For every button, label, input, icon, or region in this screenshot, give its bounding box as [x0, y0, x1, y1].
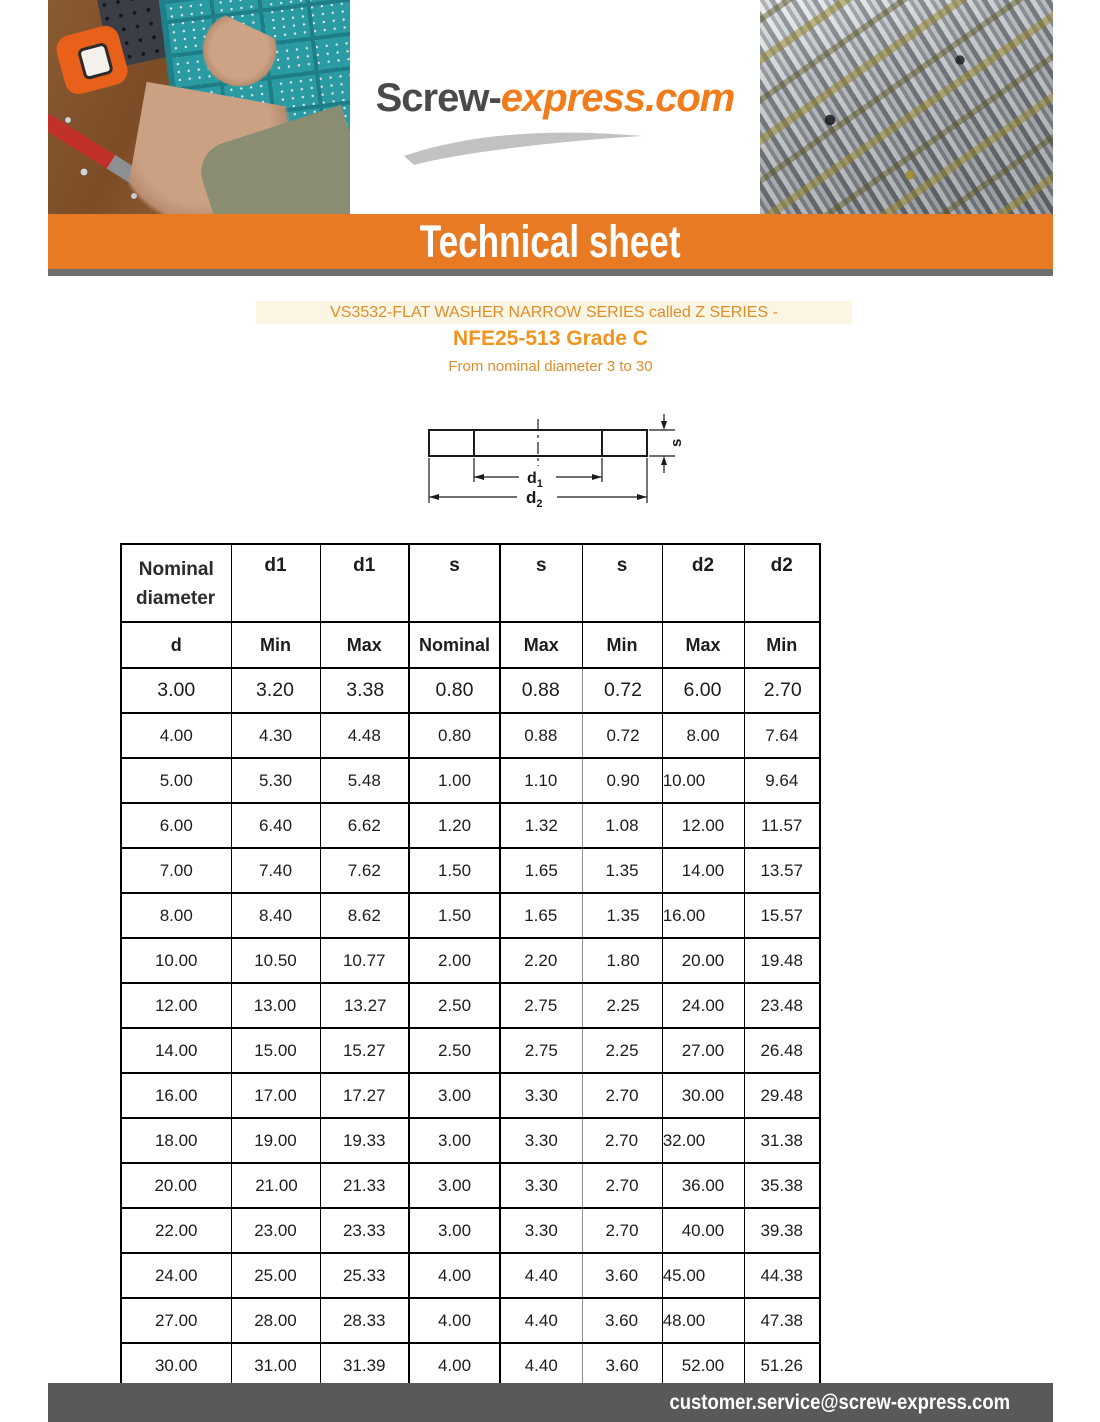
- table-cell: 15.57: [744, 893, 820, 938]
- table-cell: 2.25: [582, 983, 662, 1028]
- table-cell: 2.70: [744, 668, 820, 713]
- table-cell: 5.00: [121, 758, 231, 803]
- table-row: [121, 1253, 820, 1298]
- table-row: [121, 893, 820, 938]
- table-cell: 7.64: [744, 713, 820, 758]
- table-cell: 22.00: [121, 1208, 231, 1253]
- table-cell: 2.75: [500, 983, 582, 1028]
- table-row: [121, 1118, 820, 1163]
- table-cell: 7.40: [231, 848, 320, 893]
- table-cell: 44.38: [744, 1253, 820, 1298]
- column-subheader: Max: [500, 622, 582, 668]
- table-cell: 1.65: [500, 848, 582, 893]
- table-cell: 0.80: [409, 668, 500, 713]
- column-subheader: d: [121, 622, 231, 668]
- column-header: s: [500, 544, 582, 622]
- column-subheader: Max: [320, 622, 409, 668]
- table-cell: 2.70: [582, 1073, 662, 1118]
- dimensions-table: [120, 543, 821, 1389]
- table-cell: 31.38: [744, 1118, 820, 1163]
- logo-swoosh-icon: [398, 126, 648, 166]
- table-cell: 16.00: [662, 893, 744, 938]
- table-cell: 1.20: [409, 803, 500, 848]
- table-cell: 3.20: [231, 668, 320, 713]
- table-cell: 20.00: [662, 938, 744, 983]
- table-cell: 13.57: [744, 848, 820, 893]
- table-cell: 2.70: [582, 1163, 662, 1208]
- table-cell: 2.00: [409, 938, 500, 983]
- table-cell: 2.20: [500, 938, 582, 983]
- table-cell: 15.00: [231, 1028, 320, 1073]
- table-cell: 5.48: [320, 758, 409, 803]
- washer-hatch-left: [429, 430, 474, 456]
- table-cell: 0.88: [500, 668, 582, 713]
- table-row: [121, 1163, 820, 1208]
- dim-s-label: s: [668, 438, 685, 447]
- table-cell: 14.00: [662, 848, 744, 893]
- table-cell: 40.00: [662, 1208, 744, 1253]
- table-cell: 10.50: [231, 938, 320, 983]
- table-cell: 5.30: [231, 758, 320, 803]
- washer-cross-section-diagram: [424, 414, 694, 520]
- table-cell: 1.00: [409, 758, 500, 803]
- column-subheader: Min: [231, 622, 320, 668]
- table-cell: 3.38: [320, 668, 409, 713]
- table-cell: 23.33: [320, 1208, 409, 1253]
- table-cell: 3.30: [500, 1208, 582, 1253]
- table-cell: 25.00: [231, 1253, 320, 1298]
- table-cell: 10.00: [121, 938, 231, 983]
- table-row: [121, 938, 820, 983]
- table-cell: 0.72: [582, 713, 662, 758]
- table-cell: 23.00: [231, 1208, 320, 1253]
- table-cell: 36.00: [662, 1163, 744, 1208]
- table-cell: 16.00: [121, 1073, 231, 1118]
- norm-grade-title: NFE25-513 Grade C: [453, 327, 648, 350]
- table-row: [121, 758, 820, 803]
- table-cell: 19.48: [744, 938, 820, 983]
- table-cell: 13.27: [320, 983, 409, 1028]
- column-header: s: [409, 544, 500, 622]
- table-cell: 19.33: [320, 1118, 409, 1163]
- table-cell: 4.00: [121, 713, 231, 758]
- column-subheader: Max: [662, 622, 744, 668]
- dim-d1-label: $d_1$: [527, 470, 543, 490]
- table-cell: 47.38: [744, 1298, 820, 1343]
- table-row: [121, 668, 820, 713]
- table-cell: 12.00: [662, 803, 744, 848]
- table-cell: 27.00: [662, 1028, 744, 1073]
- table-cell: 29.48: [744, 1073, 820, 1118]
- customer-service-email: customer.service@screw-express.com: [669, 1391, 1010, 1414]
- column-header: d2: [744, 544, 820, 622]
- table-cell: 4.00: [409, 1343, 500, 1388]
- table-cell: 21.00: [231, 1163, 320, 1208]
- table-row: [121, 1298, 820, 1343]
- screws-pile-photo: [760, 0, 1053, 214]
- table-row: [121, 1208, 820, 1253]
- table-cell: 27.00: [121, 1298, 231, 1343]
- tape-measure-window: [77, 42, 114, 81]
- table-cell: 4.00: [409, 1298, 500, 1343]
- table-cell: 4.30: [231, 713, 320, 758]
- series-title-highlight: [256, 301, 852, 324]
- table-cell: 10.00: [662, 758, 744, 803]
- table-cell: 9.64: [744, 758, 820, 803]
- column-header: d1: [231, 544, 320, 622]
- table-cell: 48.00: [662, 1298, 744, 1343]
- table-cell: 45.00: [662, 1253, 744, 1298]
- table-cell: 4.40: [500, 1343, 582, 1388]
- table-subheader-row: [121, 622, 820, 668]
- table-cell: 6.40: [231, 803, 320, 848]
- logo-text-screw: Screw-: [375, 76, 501, 120]
- washer-hatch-right: [602, 430, 647, 456]
- table-cell: 3.60: [582, 1343, 662, 1388]
- table-cell: 2.25: [582, 1028, 662, 1073]
- dim-d2-label: $d_2$: [526, 488, 543, 510]
- banner-underline: [48, 269, 1053, 276]
- table-cell: 0.80: [409, 713, 500, 758]
- logo-wordmark: [350, 76, 760, 121]
- column-header: s: [582, 544, 662, 622]
- table-cell: 31.00: [231, 1343, 320, 1388]
- column-subheader: Min: [582, 622, 662, 668]
- table-cell: 3.60: [582, 1253, 662, 1298]
- table-cell: 3.00: [409, 1118, 500, 1163]
- diameter-range-subtitle: From nominal diameter 3 to 30: [448, 358, 653, 375]
- table-cell: 35.38: [744, 1163, 820, 1208]
- table-cell: 18.00: [121, 1118, 231, 1163]
- footer-bar: [48, 1383, 1053, 1422]
- header: [48, 0, 1053, 214]
- column-subheader: Min: [744, 622, 820, 668]
- table-cell: 15.27: [320, 1028, 409, 1073]
- table-cell: 2.50: [409, 1028, 500, 1073]
- table-cell: 7.00: [121, 848, 231, 893]
- table-cell: 11.57: [744, 803, 820, 848]
- table-cell: 3.00: [409, 1073, 500, 1118]
- table-cell: 30.00: [662, 1073, 744, 1118]
- table-cell: 25.33: [320, 1253, 409, 1298]
- table-row: [121, 1343, 820, 1388]
- table-cell: 7.62: [320, 848, 409, 893]
- table-cell: 1.50: [409, 848, 500, 893]
- table-cell: 17.27: [320, 1073, 409, 1118]
- table-cell: 0.90: [582, 758, 662, 803]
- table-cell: 17.00: [231, 1073, 320, 1118]
- column-header: d1: [320, 544, 409, 622]
- table-cell: 51.26: [744, 1343, 820, 1388]
- table-cell: 3.30: [500, 1118, 582, 1163]
- table-cell: 19.00: [231, 1118, 320, 1163]
- table-cell: 6.00: [662, 668, 744, 713]
- table-cell: 20.00: [121, 1163, 231, 1208]
- table-row: [121, 1028, 820, 1073]
- table-row: [121, 983, 820, 1028]
- table-cell: 2.70: [582, 1118, 662, 1163]
- table-cell: 3.60: [582, 1298, 662, 1343]
- nominal-diameter-header: Nominal diameter: [121, 544, 231, 622]
- table-cell: 3.00: [409, 1208, 500, 1253]
- table-cell: 3.00: [121, 668, 231, 713]
- table-cell: 1.10: [500, 758, 582, 803]
- table-cell: 10.77: [320, 938, 409, 983]
- table-cell: 3.30: [500, 1073, 582, 1118]
- table-header-row: [121, 544, 820, 622]
- table-cell: 39.38: [744, 1208, 820, 1253]
- table-cell: 8.00: [121, 893, 231, 938]
- table-cell: 24.00: [662, 983, 744, 1028]
- table-cell: 52.00: [662, 1343, 744, 1388]
- table-cell: 31.39: [320, 1343, 409, 1388]
- table-cell: 32.00: [662, 1118, 744, 1163]
- table-row: [121, 803, 820, 848]
- table-cell: 0.72: [582, 668, 662, 713]
- table-cell: 1.32: [500, 803, 582, 848]
- series-title: VS3532-FLAT WASHER NARROW SERIES called Z SERIES -: [330, 304, 778, 321]
- logo: [350, 0, 760, 214]
- table-cell: 4.00: [409, 1253, 500, 1298]
- table-cell: 6.62: [320, 803, 409, 848]
- table-cell: 4.40: [500, 1253, 582, 1298]
- table-cell: 4.48: [320, 713, 409, 758]
- table-cell: 1.08: [582, 803, 662, 848]
- table-cell: 2.75: [500, 1028, 582, 1073]
- table-cell: 21.33: [320, 1163, 409, 1208]
- table-body: [121, 668, 820, 1388]
- table-cell: 8.00: [662, 713, 744, 758]
- banner-title: Technical sheet: [420, 216, 681, 267]
- table-cell: 28.33: [320, 1298, 409, 1343]
- column-header: d2: [662, 544, 744, 622]
- table-cell: 30.00: [121, 1343, 231, 1388]
- hardware-workbench-photo: [48, 0, 350, 214]
- table-row: [121, 713, 820, 758]
- table-cell: 1.35: [582, 893, 662, 938]
- table-cell: 1.80: [582, 938, 662, 983]
- table-row: [121, 848, 820, 893]
- table-cell: 0.88: [500, 713, 582, 758]
- table-cell: 1.65: [500, 893, 582, 938]
- table-row: [121, 1073, 820, 1118]
- table-cell: 4.40: [500, 1298, 582, 1343]
- table-cell: 3.30: [500, 1163, 582, 1208]
- technical-sheet-banner: [48, 214, 1053, 269]
- table-cell: 28.00: [231, 1298, 320, 1343]
- table-cell: 6.00: [121, 803, 231, 848]
- table-cell: 26.48: [744, 1028, 820, 1073]
- column-subheader: Nominal: [409, 622, 500, 668]
- table-cell: 3.00: [409, 1163, 500, 1208]
- table-cell: 14.00: [121, 1028, 231, 1073]
- table-cell: 8.40: [231, 893, 320, 938]
- table-cell: 13.00: [231, 983, 320, 1028]
- table-cell: 2.70: [582, 1208, 662, 1253]
- table-cell: 23.48: [744, 983, 820, 1028]
- logo-text-express: express.com: [500, 76, 735, 120]
- table-cell: 2.50: [409, 983, 500, 1028]
- table-cell: 8.62: [320, 893, 409, 938]
- table-cell: 24.00: [121, 1253, 231, 1298]
- table-cell: 1.35: [582, 848, 662, 893]
- table-cell: 1.50: [409, 893, 500, 938]
- table-cell: 12.00: [121, 983, 231, 1028]
- table-head: [121, 544, 820, 668]
